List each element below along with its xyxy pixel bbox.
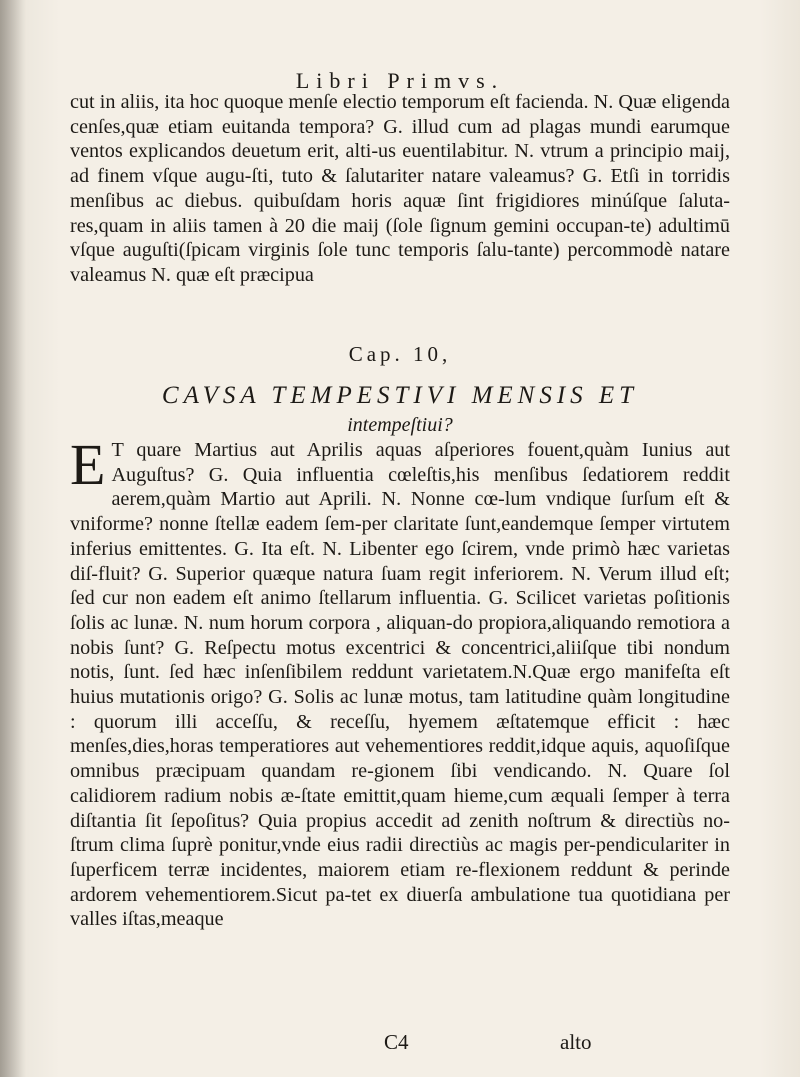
catchword: alto	[560, 1030, 592, 1054]
running-head: Libri Primvs.	[295, 68, 505, 93]
text-block-1	[70, 90, 730, 288]
chapter-title-line-2: intempeſtiui?	[347, 414, 453, 436]
paragraph-2: T quare Martius aut Aprilis aquas aſperiores fouent,quàm Iunius aut Auguſtus? G. Quia influentia cœleſtis,his menſibus ſedatiorem reddit aerem,quàm Martio aut Aprili. N. Nonne cœ-lum vndique ſurſum eſt & vniforme? nonne ſtellæ eadem ſem-per claritate ſunt,eandemque ſemper virtutem inferius emittentes. G. Ita eſt. N. Libenter ego ſcirem, vnde primò hæc varietas diſ-fluit? G. Superior quæque natura ſuam regit inferiorem. N. Verum illud eſt; ſed cur non eadem eſt animo ſtellarum influentia. G. Scilicet varietas poſitionis ſolis ac lunæ. N. num horum corpora , aliquan-do propiora,aliquando remotiora a nobis ſunt? G. Reſpectu motus excentrici & concentrici,aliiſque tibi nondum notis, ſunt. ſed hæc inſenſibilem reddunt varietatem.N.Quæ ergo manifeſta eſt huius mutationis origo? G. Solis ac lunæ motus, tam latitudine quàm longitudine : quorum illi acceſſu, & receſſu, hyemem æſtatemque efficit : hæc menſes,dies,horas temperatiores aut vehementiores reddit,idque aquis, aquoſiſque omnibus præcipuam quandam re-gionem ſibi vendicando. N. Quare ſol calidiorem radium nobis æ-ſtate emittit,quam hieme,cum æquali ſemper à terra diſtantia ſit ſepoſitus? Quia propius accedit ad zenith noſtrum & directiùs no-ſtrum clima ſuprè ponitur,vnde eius radii directiùs ac magis per-pendiculariter in ſuperficem terræ incidentes, maiorem etiam re-flexionem reddunt & perinde ardorem vehementiorem.Sicut pa-tet ex diuerſa ambulatione tua quotidiana per valles iſtas,meaque	[70, 439, 730, 931]
signature-mark: C4	[384, 1030, 409, 1054]
paragraph-1: cut in aliis, ita hoc quoque menſe electio temporum eſt facienda. N. Quæ eligenda cenſes,quæ etiam euitanda tempora? G. illud cum ad plagas mundi earumque ventos explicandos deuetum erit, alti-us euentilabitur. N. vtrum a principio maij, ad finem vſque augu-ſti, tuto & ſalutariter natare valeamus? G. Etſi in torridis menſibus ac diebus. quibuſdam horis aquæ ſint frigidiores minúſque ſaluta-res,quam in aliis tamen à 20 die maij (ſole ſignum gemini occupan-te) adultimū vſque auguſti(ſpicam virginis ſole tunc temporis ſalu-tante) percommodè natare valeamus N. quæ eſt præcipua	[70, 91, 730, 286]
text-block-2	[70, 432, 730, 932]
gutter-shadow	[0, 0, 26, 1077]
chapter-title-line-1: CAVSA TEMPESTIVI MENSIS ET	[161, 382, 639, 409]
chapter-label: Cap. 10,	[348, 342, 452, 366]
drop-cap: E	[70, 432, 106, 497]
